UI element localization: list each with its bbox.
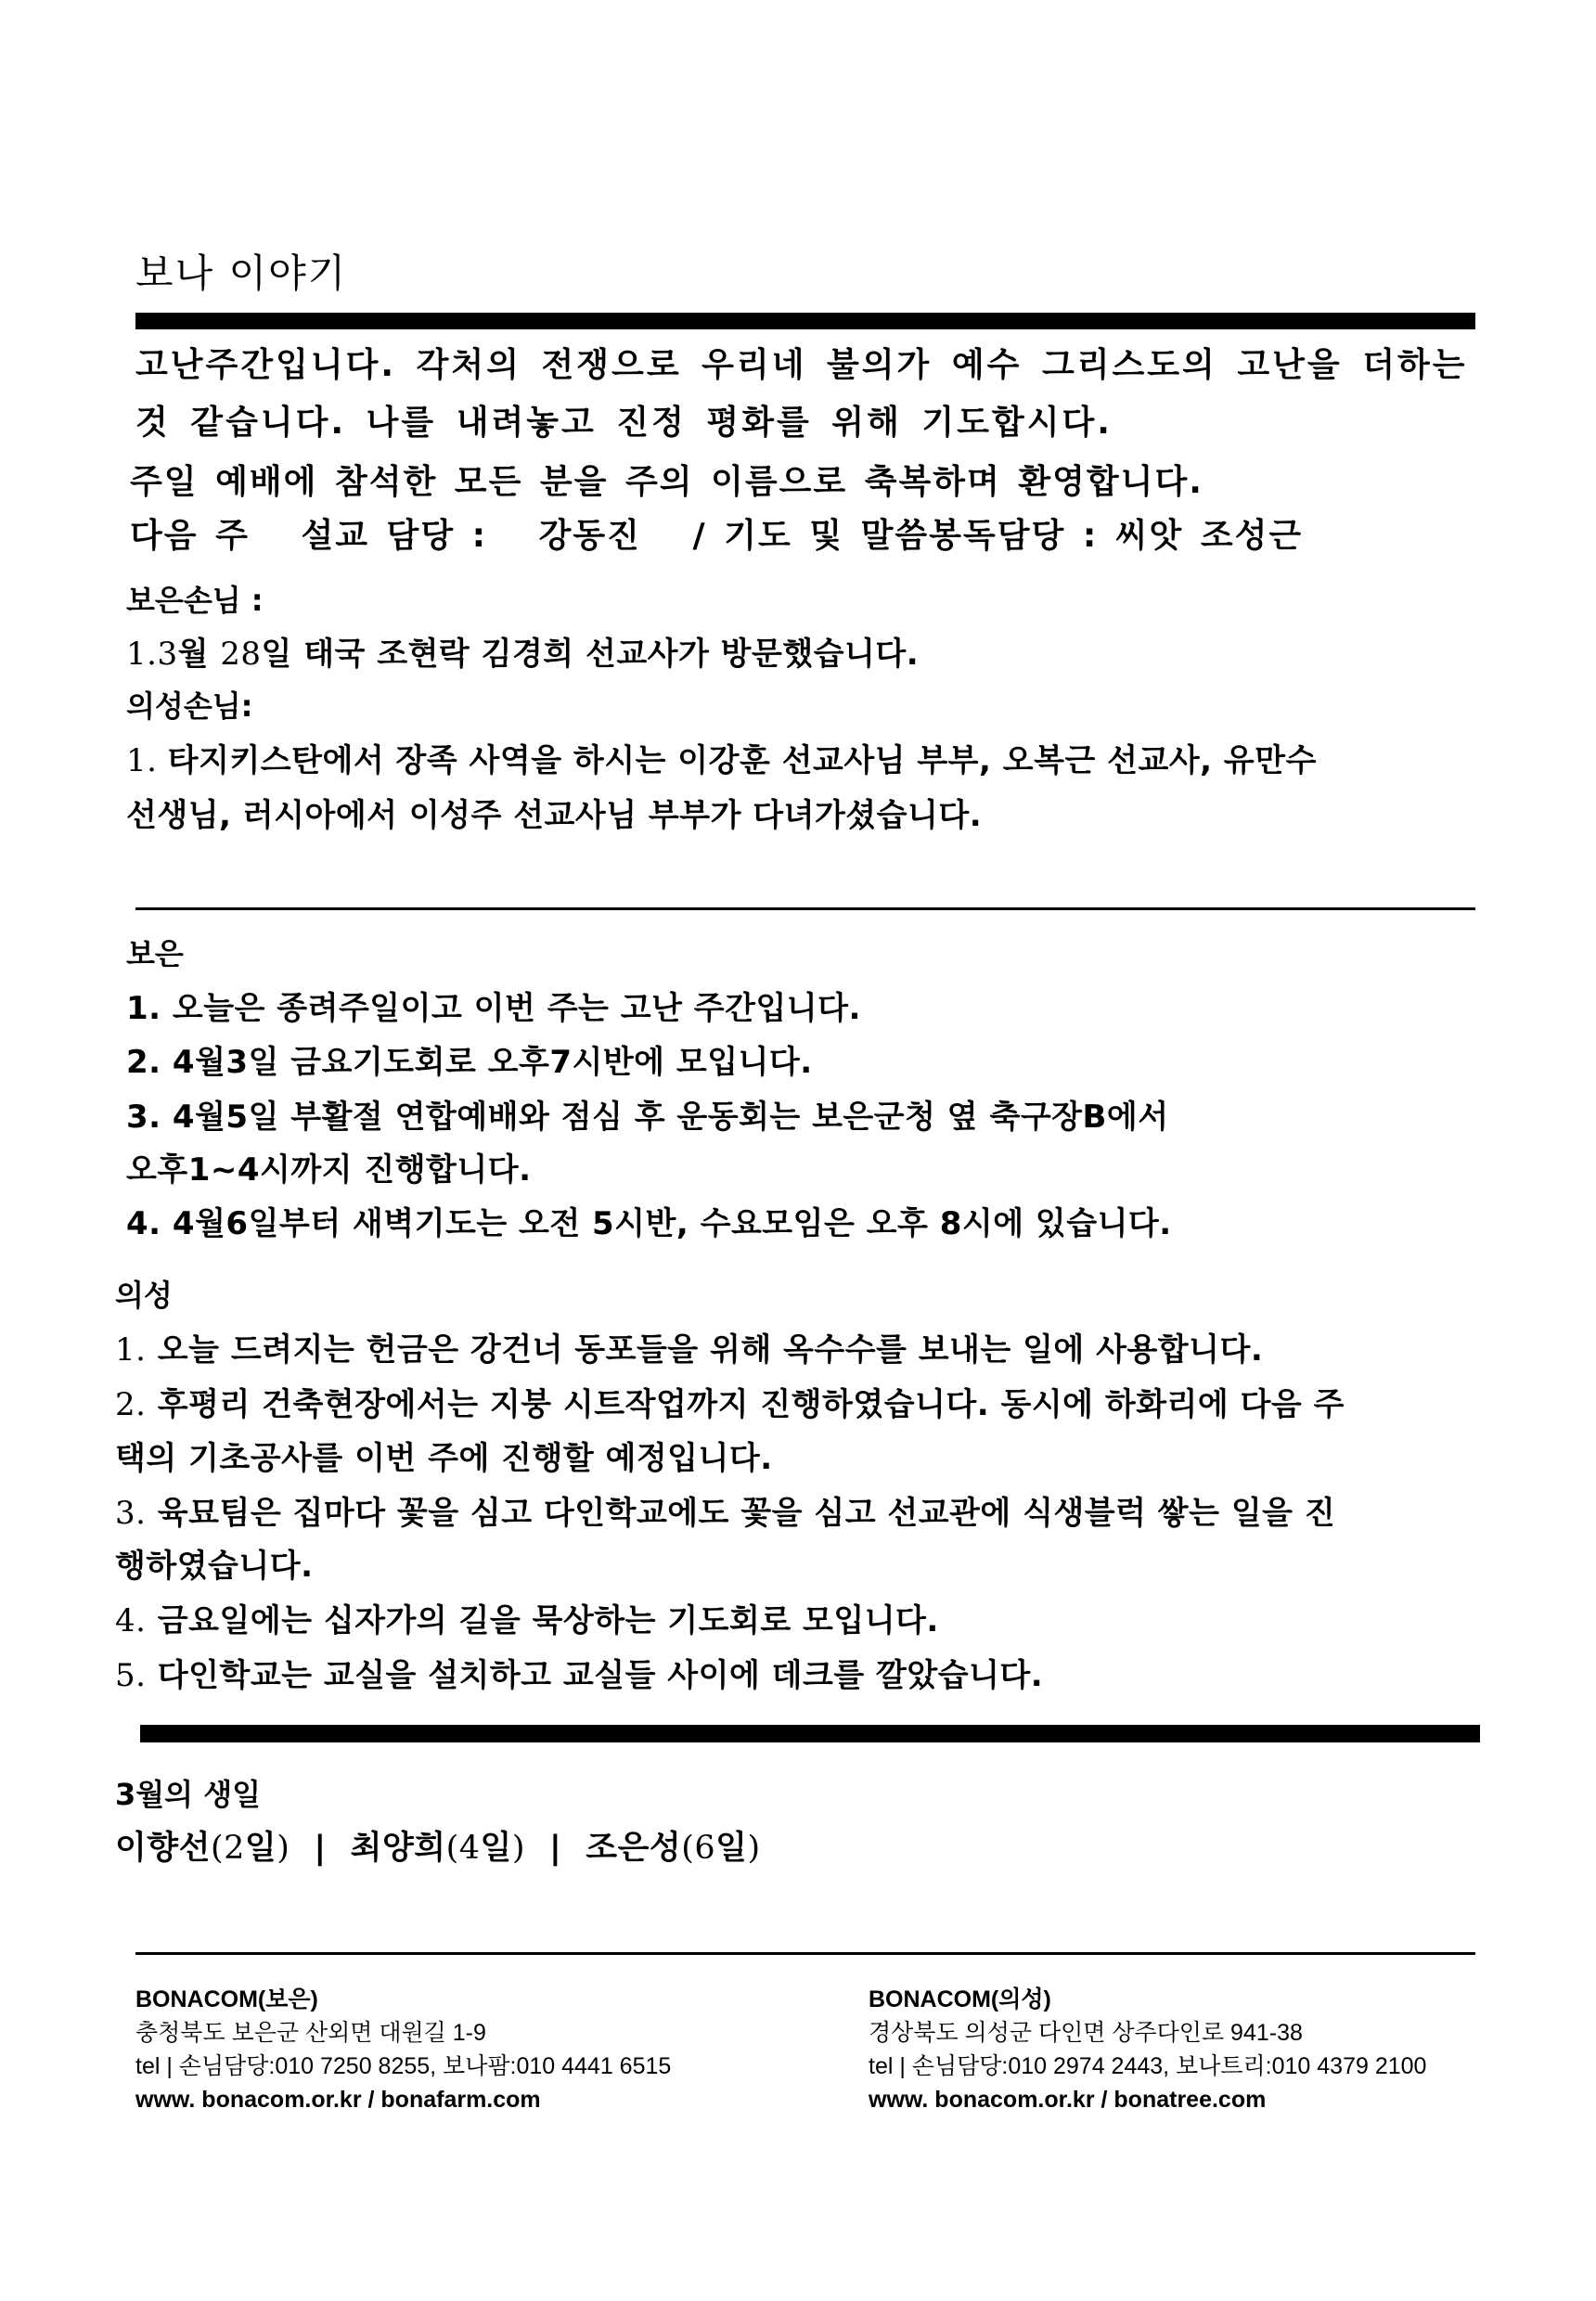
boeun-news-item: 2. 4월3일 금요기도회로 오후7시반에 모입니다.: [126, 1044, 813, 1081]
item-number: 5.: [115, 1657, 147, 1694]
website-links[interactable]: www. bonacom.or.kr / bonatree.com: [869, 2087, 1267, 2113]
boeun-news-item: 4. 4월6일부터 새벽기도는 오전 5시반, 수요모임은 오후 8시에 있습니다.: [126, 1205, 1172, 1242]
address: 경상북도 의성군 다인면 상주다인로 941-38: [869, 2020, 1303, 2046]
uiseong-news-item: [115, 1657, 1044, 1694]
item-text: 후평리 건축현장에서는 지붕 시트작업까지 진행하였습니다. 동시에 하화리에 다음 주: [146, 1386, 1345, 1423]
paren: ): [511, 1830, 525, 1867]
birthday-day: 2: [224, 1830, 245, 1867]
footer-divider-rule: [135, 1952, 1475, 1955]
birthdays-heading: 3월의 생일: [115, 1777, 262, 1812]
item-text: 월: [177, 636, 221, 673]
item-number: 2.: [115, 1386, 147, 1423]
uiseong-news-heading: 의성: [115, 1278, 173, 1313]
birthday-day: 6: [694, 1830, 716, 1867]
birthday-entry: [351, 1830, 525, 1867]
uiseong-news-item-continued: [115, 1548, 314, 1585]
separator: |: [548, 1830, 562, 1867]
address: 충청북도 보은군 산외면 대원길 1-9: [135, 2020, 486, 2046]
item-text: 다인학교는 교실을 설치하고 교실들 사이에 데크를 깔았습니다.: [146, 1657, 1044, 1694]
uiseong-news-item-continued: [115, 1440, 773, 1477]
birthdays-list: [115, 1832, 761, 1865]
boeun-guest-item-1: [126, 636, 920, 673]
item-number: 1.: [115, 1331, 147, 1369]
uiseong-news-item: [115, 1495, 1336, 1532]
birthday-day-suffix: 일: [244, 1830, 277, 1867]
item-text: 오늘 드려지는 헌금은 강건너 동포들을 위해 옥수수를 보내는 일에 사용합니다.: [146, 1331, 1264, 1369]
paren: (: [445, 1830, 459, 1867]
top-divider-bar: [135, 313, 1475, 329]
paren: (: [210, 1830, 225, 1867]
birthday-entry: [115, 1830, 290, 1867]
boeun-news-heading: 보은: [126, 936, 184, 971]
birthday-entry: [586, 1830, 760, 1867]
boeun-news-item-continued: 오후1~4시까지 진행합니다.: [126, 1151, 532, 1189]
item-number: 4.: [115, 1602, 147, 1639]
paren: (: [681, 1830, 695, 1867]
uiseong-news-item: [115, 1386, 1345, 1423]
boeun-news-item: 3. 4월5일 부활절 연합예배와 점심 후 운동회는 보은군청 옆 축구장B에서: [126, 1099, 1169, 1136]
item-number: 1.: [126, 742, 168, 779]
welcome-line: 주일 예배에 참석한 모든 분을 주의 이름으로 축복하며 환영합니다.: [130, 463, 1203, 501]
birthday-day-suffix: 일: [480, 1830, 512, 1867]
bottom-divider-bar: [140, 1725, 1480, 1742]
birthday-day-suffix: 일: [715, 1830, 748, 1867]
uiseong-guest-item-1-line-1: [126, 742, 1317, 779]
section-divider-rule: [135, 907, 1475, 910]
birthday-day: 4: [458, 1830, 481, 1867]
uiseong-guest-item-1-line-2: 선생님, 러시아에서 이성주 선교사님 부부가 다녀가셨습니다.: [126, 797, 983, 834]
uiseong-guests-heading: 의성손님:: [126, 688, 253, 724]
item-text: 일 태국 조현락 김경희 선교사가 방문했습니다.: [261, 636, 920, 673]
next-week-duty-line: 다음 주 설교 담당 : 강동진 / 기도 및 말씀봉독담당 : 씨앗 조성근: [130, 517, 1304, 555]
phone-numbers: tel | 손님담당:010 7250 8255, 보나팜:010 4441 6515: [135, 2053, 672, 2079]
item-text: 행하였습니다.: [115, 1548, 314, 1585]
boeun-news-item: 1. 오늘은 종려주일이고 이번 주는 고난 주간입니다.: [126, 990, 861, 1027]
uiseong-news-item: [115, 1331, 1264, 1369]
intro-line-2: 것 같습니다. 나를 내려놓고 진정 평화를 위해 기도합시다.: [135, 404, 1113, 442]
item-number: 28: [220, 636, 262, 673]
paren: ): [277, 1830, 290, 1867]
phone-numbers: tel | 손님담당:010 2974 2443, 보나트리:010 4379 2100: [869, 2053, 1427, 2079]
paren: ): [747, 1830, 761, 1867]
org-name: BONACOM(보은): [135, 1986, 318, 2012]
item-text: 금요일에는 십자가의 길을 묵상하는 기도회로 모입니다.: [146, 1602, 939, 1639]
birthday-name: 이향선: [115, 1830, 211, 1867]
footer-boeun-contact: [135, 1983, 671, 2116]
item-text: 육묘팀은 집마다 꽃을 심고 다인학교에도 꽃을 심고 선교관에 식생블럭 쌓는 일을 진: [146, 1495, 1336, 1532]
boeun-guests-heading: 보은손님 :: [126, 583, 264, 618]
birthday-name: 조은성: [586, 1830, 682, 1867]
page-title: 보나 이야기: [135, 251, 348, 296]
separator: |: [314, 1830, 327, 1867]
item-number: 1.3: [126, 636, 178, 673]
intro-line-1: 고난주간입니다. 각처의 전쟁으로 우리네 불의가 예수 그리스도의 고난을 더하는: [135, 346, 1468, 384]
website-links[interactable]: www. bonacom.or.kr / bonafarm.com: [135, 2087, 541, 2113]
org-name: BONACOM(의성): [869, 1986, 1051, 2012]
footer-uiseong-contact: [869, 1983, 1426, 2116]
item-number: 3.: [115, 1495, 147, 1532]
item-text: 타지키스탄에서 장족 사역을 하시는 이강훈 선교사님 부부, 오복근 선교사, 유만수: [167, 742, 1317, 779]
item-text: 택의 기초공사를 이번 주에 진행할 예정입니다.: [115, 1440, 773, 1477]
uiseong-news-item: [115, 1602, 939, 1639]
birthday-name: 최양희: [350, 1830, 446, 1867]
